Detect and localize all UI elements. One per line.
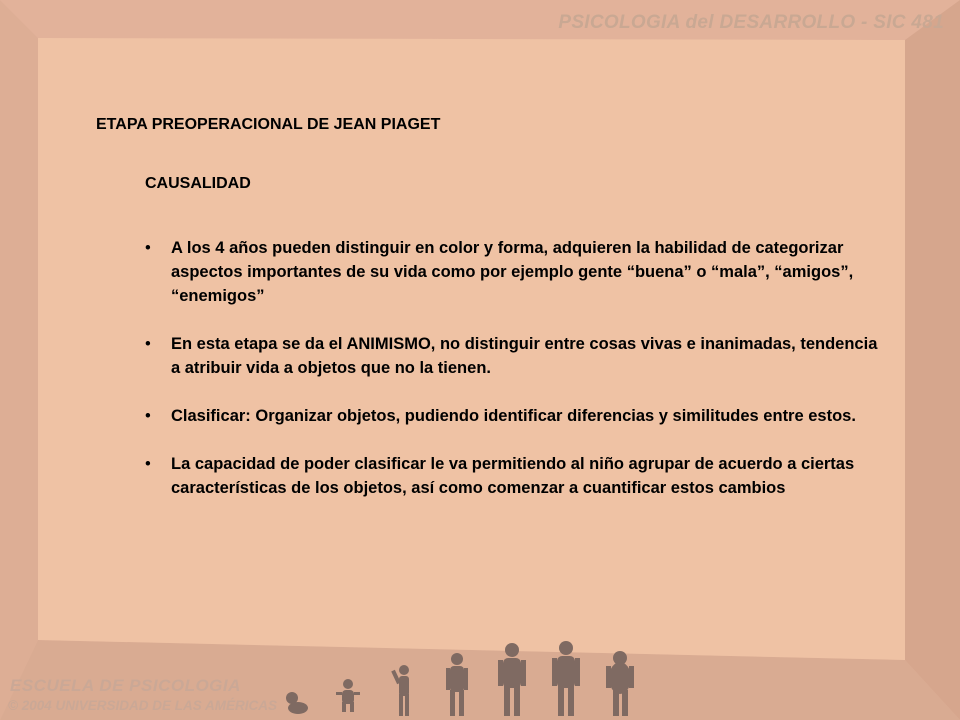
infant-figure-icon	[286, 692, 308, 714]
bullet-text: Clasificar: Organizar objetos, pudiendo identificar diferencias y similitudes entre estos.	[171, 407, 856, 425]
bullet-item	[145, 404, 885, 428]
bullet-text: En esta etapa se da el ANIMISMO, no distinguir entre cosas vivas e inanimadas, tendencia a atribuir vida a objetos que no la tienen.	[171, 335, 878, 377]
bullet-item	[145, 452, 885, 500]
bullet-item	[145, 236, 885, 308]
slide-title: ETAPA PREOPERACIONAL DE JEAN PIAGET	[96, 116, 441, 133]
bullet-marker: •	[145, 407, 151, 425]
slide-subtitle: CAUSALIDAD	[145, 175, 251, 192]
copyright-notice: © 2004 UNIVERSIDAD DE LAS AMÉRICAS	[8, 698, 277, 713]
bullet-text: La capacidad de poder clasificar le va permitiendo al niño agrupar de acuerdo a ciertas características de los objetos, así como comenzar a cuantificar estos cambios	[171, 455, 855, 497]
bullet-item	[145, 332, 885, 380]
human-development-figures-icon	[270, 632, 650, 720]
child-figure-icon	[391, 665, 409, 716]
bullet-marker: •	[145, 335, 151, 353]
teen-figure-icon	[446, 653, 468, 716]
bullet-text: A los 4 años pueden distinguir en color y forma, adquieren la habilidad de categorizar aspectos importantes de su vida como por ejemplo gente “buena” o “mala”, “amigos”, “enemigos”	[171, 239, 854, 305]
course-title: PSICOLOGIA del DESARROLLO - SIC 481	[558, 12, 944, 33]
bullet-marker: •	[145, 455, 151, 473]
bullet-marker: •	[145, 239, 151, 257]
elder-figure-icon	[606, 651, 634, 716]
school-name: ESCUELA DE PSICOLOGIA	[10, 676, 241, 695]
adult-figure-icon	[498, 643, 526, 716]
bullet-list	[145, 236, 885, 524]
toddler-figure-icon	[336, 679, 360, 712]
adult-figure-icon	[552, 641, 580, 716]
